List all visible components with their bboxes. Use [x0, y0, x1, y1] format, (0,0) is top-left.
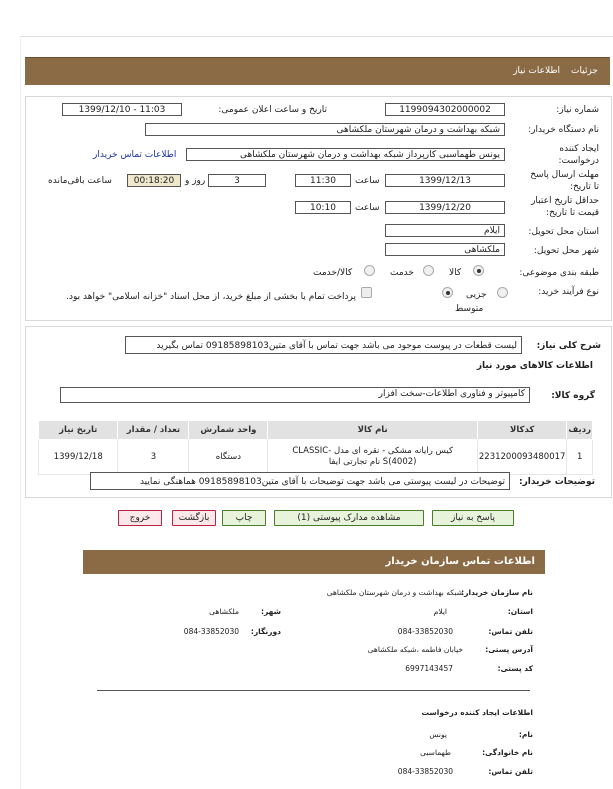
contact-province-label: استان:: [507, 607, 533, 616]
creator-title: اطلاعات ایجاد کننده درخواست: [421, 708, 533, 717]
treasury-payment-checkbox[interactable]: [361, 287, 372, 298]
buyer-notes-field: توضیحات در لیست پیوستی می باشد جهت توضیحات با آقای متین09185898103 هماهنگی نمایید: [90, 472, 510, 490]
contact-org-value: شبکه بهداشت و درمان شهرستان ملکشاهی: [326, 588, 463, 597]
category-label: طبقه بندی موضوعی:: [519, 268, 599, 278]
requester-label: ایجاد کننده درخواست:: [558, 144, 599, 166]
cell-unit: دستگاه: [189, 440, 268, 475]
table-row: [39, 440, 593, 475]
back-button[interactable]: بازگشت: [172, 510, 216, 526]
category-goods-radio[interactable]: [473, 265, 484, 276]
top-divider: [20, 36, 613, 37]
page-header: [25, 57, 610, 85]
contact-province-value: ایلام: [433, 607, 447, 616]
view-attachments-button[interactable]: مشاهده مدارک پیوستی (1): [274, 510, 424, 526]
days-field: 3: [208, 174, 266, 187]
announce-label: تاریخ و ساعت اعلان عمومی:: [218, 105, 327, 115]
validity-time-label: ساعت: [355, 203, 380, 213]
summary-label: شرح کلی نیاز:: [536, 341, 601, 351]
creator-family-label: نام خانوادگی:: [482, 748, 533, 757]
contact-divider: [97, 690, 530, 691]
reply-button[interactable]: پاسخ به نیاز: [432, 510, 514, 526]
cell-qty: 3: [118, 440, 189, 475]
contact-postal-label: کد پستی:: [497, 664, 533, 673]
buyer-org-field: شبکه بهداشت و درمان شهرستان ملکشاهی: [145, 123, 505, 136]
buyer-org-label: نام دستگاه خریدار:: [528, 125, 599, 135]
creator-name-label: نام:: [518, 730, 533, 739]
left-divider: [20, 36, 21, 789]
contact-header: [83, 550, 545, 574]
category-service-radio[interactable]: [423, 265, 434, 276]
buyer-contact-link[interactable]: اطلاعات تماس خریدار: [93, 150, 177, 160]
contact-city-label: شهر:: [261, 607, 281, 616]
goods-group-field: کامپیوتر و فناوری اطلاعات-سخت افزار: [60, 387, 530, 403]
process-medium-radio[interactable]: [442, 287, 453, 298]
cell-name: کیس رایانه مشکی - نقره ای مدل CLASSIC-S(4002) نام تجارتی ایفا: [268, 440, 477, 475]
deadline-date-field: 1399/12/13: [385, 174, 505, 187]
category-service-label: خدمت: [390, 268, 414, 278]
col-unit: واحد شمارش: [189, 421, 268, 440]
validity-time-field: 10:10: [295, 201, 351, 214]
need-number-label: شماره نیاز:: [556, 105, 599, 115]
category-goods-service-radio[interactable]: [364, 265, 375, 276]
need-number-field: 1199094302000002: [385, 103, 505, 116]
tab-details[interactable]: جزئیات: [571, 66, 598, 76]
process-partial-radio[interactable]: [497, 287, 508, 298]
contact-address-label: آدرس پستی:: [485, 645, 533, 654]
province-label: استان محل تحویل:: [528, 227, 599, 237]
tab-need-info[interactable]: اطلاعات نیاز: [513, 66, 560, 76]
validity-date-field: 1399/12/20: [385, 201, 505, 214]
col-row: ردیف: [567, 421, 593, 440]
category-goods-label: کالا: [449, 268, 462, 278]
creator-phone-value: 084-33852030: [397, 767, 453, 776]
contact-fax-value: 084-33852030: [183, 627, 239, 636]
contact-address-value: خیابان فاطمه ،شبکه ملکشاهی: [367, 645, 463, 654]
city-label: شهر محل تحویل:: [533, 246, 599, 256]
contact-city-value: ملکشاهی: [209, 607, 239, 616]
col-code: کدکالا: [477, 421, 567, 440]
remaining-time-field: 00:18:20: [127, 174, 181, 187]
summary-field: لیست قطعات در پیوست موجود می باشد جهت تماس با آقای متین09185898103 تماس بگیرید: [125, 336, 522, 354]
process-partial-label: جزیی: [466, 290, 487, 300]
deadline-time-label: ساعت: [355, 176, 380, 186]
remaining-label: ساعت باقی‌مانده: [48, 176, 112, 186]
deadline-label: مهلت ارسال پاسخ تا تاریخ:: [530, 170, 599, 192]
contact-org-label: نام سازمان خریدار:: [461, 588, 533, 597]
validity-label: حداقل تاریخ اعتبار قیمت تا تاریخ:: [531, 196, 599, 218]
process-label: نوع فرآیند خرید:: [538, 287, 599, 297]
requester-field: یونس طهماسبی کارپرداز شبکه بهداشت و درمان شهرستان ملکشاهی: [186, 148, 505, 161]
process-medium-label: متوسط: [455, 304, 484, 314]
cell-row: 1: [567, 440, 593, 475]
cell-date: 1399/12/18: [39, 440, 118, 475]
exit-button[interactable]: خروج: [118, 510, 162, 526]
buyer-notes-label: توضیحات خریدار:: [519, 477, 595, 487]
goods-table: [38, 420, 593, 475]
contact-title: اطلاعات تماس سازمان خریدار: [385, 556, 535, 567]
payment-note: پرداخت تمام یا بخشی از مبلغ خرید، از محل اسناد "خزانه اسلامی" خواهد بود.: [66, 292, 356, 302]
deadline-time-field: 11:30: [295, 174, 351, 187]
cell-code: 2231200093480017: [477, 440, 567, 475]
days-label: روز و: [185, 176, 206, 186]
col-date: تاریخ نیاز: [39, 421, 118, 440]
contact-phone-value: 084-33852030: [397, 627, 453, 636]
print-button[interactable]: چاپ: [222, 510, 266, 526]
contact-fax-label: دورنگار:: [250, 627, 281, 636]
category-goods-service-label: کالا/خدمت: [313, 268, 353, 278]
col-name: نام کالا: [268, 421, 477, 440]
goods-info-title: اطلاعات کالاهای مورد نیاز: [476, 361, 593, 371]
announce-date-field: 1399/12/10 - 11:03: [62, 103, 182, 116]
province-field: ایلام: [385, 224, 505, 237]
contact-phone-label: تلفن تماس:: [488, 627, 533, 636]
city-field: ملکشاهی: [385, 243, 505, 256]
creator-name-value: یونس: [429, 730, 447, 739]
contact-postal-value: 6997143457: [405, 664, 453, 673]
goods-group-label: گروه کالا:: [551, 391, 595, 401]
creator-phone-label: تلفن تماس:: [488, 767, 533, 776]
creator-family-value: طهماسبی: [420, 748, 451, 757]
col-qty: تعداد / مقدار: [118, 421, 189, 440]
